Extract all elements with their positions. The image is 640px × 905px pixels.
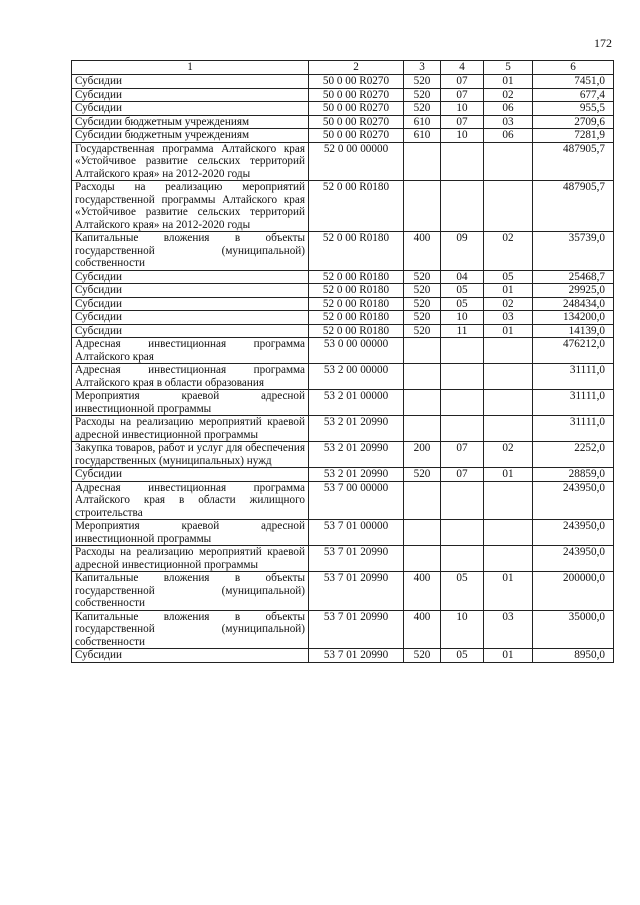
row-pr: [484, 181, 533, 232]
row-sum: 476212,0: [533, 338, 614, 364]
row-code: 53 2 01 20990: [309, 468, 404, 482]
row-rz: 07: [441, 75, 484, 89]
row-sum: 243950,0: [533, 520, 614, 546]
row-rz: 05: [441, 297, 484, 311]
row-name: Субсидии бюджетным учреждениям: [72, 129, 309, 143]
table-row: [72, 416, 614, 442]
table-row: [72, 129, 614, 143]
row-sum: 35000,0: [533, 610, 614, 649]
budget-table: [71, 60, 614, 663]
row-pr: 01: [484, 468, 533, 482]
row-sum: 243950,0: [533, 481, 614, 520]
row-sum: 7281,9: [533, 129, 614, 143]
table-row: [72, 270, 614, 284]
row-vr: [404, 181, 441, 232]
row-code: 50 0 00 R0270: [309, 129, 404, 143]
row-name: Субсидии: [72, 75, 309, 89]
row-sum: 487905,7: [533, 142, 614, 181]
row-rz: [441, 546, 484, 572]
row-sum: 31111,0: [533, 416, 614, 442]
row-sum: 14139,0: [533, 324, 614, 338]
row-vr: 610: [404, 129, 441, 143]
row-rz: [441, 520, 484, 546]
row-rz: [441, 481, 484, 520]
row-pr: 01: [484, 284, 533, 298]
row-sum: 28859,0: [533, 468, 614, 482]
row-vr: 520: [404, 102, 441, 116]
row-pr: 05: [484, 270, 533, 284]
table-row: [72, 338, 614, 364]
row-code: 52 0 00 R0180: [309, 311, 404, 325]
row-name: Расходы на реализацию мероприятий краевой адресной инвестиционной программы: [72, 546, 309, 572]
row-name: Субсидии: [72, 324, 309, 338]
page-number: 172: [594, 36, 612, 50]
row-rz: 10: [441, 311, 484, 325]
row-name: Субсидии бюджетным учреждениям: [72, 115, 309, 129]
row-name: Мероприятия краевой адресной инвестиционной программы: [72, 390, 309, 416]
row-name: Субсидии: [72, 297, 309, 311]
row-code: 52 0 00 R0180: [309, 284, 404, 298]
table-row: [72, 284, 614, 298]
row-rz: 07: [441, 115, 484, 129]
row-vr: 400: [404, 610, 441, 649]
table-row: [72, 390, 614, 416]
row-name: Капитальные вложения в объекты государственной (муниципальной) собственности: [72, 232, 309, 271]
table-row: [72, 181, 614, 232]
row-name: Субсидии: [72, 649, 309, 663]
row-vr: [404, 338, 441, 364]
row-rz: [441, 416, 484, 442]
row-code: 53 7 01 00000: [309, 520, 404, 546]
table-row: [72, 75, 614, 89]
row-sum: 243950,0: [533, 546, 614, 572]
row-sum: 31111,0: [533, 390, 614, 416]
row-rz: [441, 338, 484, 364]
row-name: Закупка товаров, работ и услуг для обеспечения государственных (муниципальных) нужд: [72, 442, 309, 468]
row-name: Мероприятия краевой адресной инвестиционной программы: [72, 520, 309, 546]
row-pr: [484, 390, 533, 416]
row-pr: 03: [484, 610, 533, 649]
row-pr: 02: [484, 88, 533, 102]
row-pr: [484, 481, 533, 520]
row-code: 53 7 00 00000: [309, 481, 404, 520]
row-pr: 01: [484, 649, 533, 663]
header-col-5: 5: [484, 61, 533, 75]
header-col-3: 3: [404, 61, 441, 75]
row-sum: 7451,0: [533, 75, 614, 89]
row-name: Субсидии: [72, 102, 309, 116]
row-pr: 01: [484, 324, 533, 338]
row-vr: 520: [404, 270, 441, 284]
row-code: 52 0 00 00000: [309, 142, 404, 181]
row-code: 53 2 00 00000: [309, 364, 404, 390]
row-vr: 520: [404, 284, 441, 298]
row-name: Капитальные вложения в объекты государственной (муниципальной) собственности: [72, 572, 309, 611]
row-code: 52 0 00 R0180: [309, 324, 404, 338]
table-row: [72, 649, 614, 663]
row-rz: [441, 390, 484, 416]
row-pr: 01: [484, 75, 533, 89]
row-pr: 02: [484, 442, 533, 468]
row-pr: 02: [484, 232, 533, 271]
row-rz: 05: [441, 572, 484, 611]
row-sum: 487905,7: [533, 181, 614, 232]
header-col-4: 4: [441, 61, 484, 75]
row-code: 53 2 01 20990: [309, 416, 404, 442]
row-code: 52 0 00 R0180: [309, 297, 404, 311]
row-code: 53 7 01 20990: [309, 649, 404, 663]
row-code: 53 7 01 20990: [309, 572, 404, 611]
row-name: Субсидии: [72, 468, 309, 482]
row-vr: 520: [404, 649, 441, 663]
row-vr: 400: [404, 232, 441, 271]
row-vr: 520: [404, 297, 441, 311]
row-rz: 05: [441, 284, 484, 298]
header-col-2: 2: [309, 61, 404, 75]
table-row: [72, 468, 614, 482]
row-name: Адресная инвестиционная программа Алтайского края в области образования: [72, 364, 309, 390]
table-row: [72, 610, 614, 649]
row-sum: 134200,0: [533, 311, 614, 325]
row-pr: [484, 520, 533, 546]
table-row: [72, 520, 614, 546]
row-sum: 35739,0: [533, 232, 614, 271]
row-rz: 10: [441, 610, 484, 649]
row-code: 53 0 00 00000: [309, 338, 404, 364]
table-row: [72, 442, 614, 468]
row-name: Адресная инвестиционная программа Алтайского края: [72, 338, 309, 364]
row-code: 50 0 00 R0270: [309, 102, 404, 116]
row-pr: [484, 142, 533, 181]
row-rz: [441, 142, 484, 181]
row-name: Капитальные вложения в объекты государственной (муниципальной) собственности: [72, 610, 309, 649]
row-sum: 248434,0: [533, 297, 614, 311]
row-rz: 10: [441, 129, 484, 143]
table-row: [72, 88, 614, 102]
header-col-1: 1: [72, 61, 309, 75]
row-rz: 07: [441, 468, 484, 482]
row-sum: 31111,0: [533, 364, 614, 390]
row-code: 53 7 01 20990: [309, 610, 404, 649]
row-vr: [404, 416, 441, 442]
row-code: 53 7 01 20990: [309, 546, 404, 572]
row-vr: 400: [404, 572, 441, 611]
row-rz: 11: [441, 324, 484, 338]
row-pr: [484, 364, 533, 390]
row-name: Расходы на реализацию мероприятий государственной программы Алтайского края «Устойчивое развитие сельских территорий Алтайского края» на 2012-2020 годы: [72, 181, 309, 232]
row-rz: 04: [441, 270, 484, 284]
row-code: 52 0 00 R0180: [309, 270, 404, 284]
header-row: [72, 61, 614, 75]
table-row: [72, 324, 614, 338]
row-code: 53 2 01 20990: [309, 442, 404, 468]
row-name: Адресная инвестиционная программа Алтайского края в области жилищного строительства: [72, 481, 309, 520]
table-row: [72, 115, 614, 129]
table-row: [72, 297, 614, 311]
row-sum: 8950,0: [533, 649, 614, 663]
row-name: Субсидии: [72, 270, 309, 284]
row-name: Субсидии: [72, 311, 309, 325]
row-pr: [484, 546, 533, 572]
row-vr: [404, 520, 441, 546]
row-rz: 07: [441, 88, 484, 102]
table-body: [72, 75, 614, 663]
table-row: [72, 311, 614, 325]
row-code: 50 0 00 R0270: [309, 88, 404, 102]
row-vr: [404, 364, 441, 390]
header-col-6: 6: [533, 61, 614, 75]
row-pr: 02: [484, 297, 533, 311]
row-vr: 520: [404, 311, 441, 325]
row-rz: [441, 181, 484, 232]
table-row: [72, 364, 614, 390]
row-name: Расходы на реализацию мероприятий краевой адресной инвестиционной программы: [72, 416, 309, 442]
row-code: 50 0 00 R0270: [309, 75, 404, 89]
row-pr: 01: [484, 572, 533, 611]
row-vr: 520: [404, 75, 441, 89]
row-vr: [404, 390, 441, 416]
table-row: [72, 232, 614, 271]
row-pr: 06: [484, 102, 533, 116]
row-sum: 677,4: [533, 88, 614, 102]
row-sum: 2709,6: [533, 115, 614, 129]
row-rz: 10: [441, 102, 484, 116]
row-rz: [441, 364, 484, 390]
row-vr: [404, 481, 441, 520]
row-name: Субсидии: [72, 88, 309, 102]
row-pr: [484, 338, 533, 364]
row-vr: 610: [404, 115, 441, 129]
table-row: [72, 481, 614, 520]
row-pr: [484, 416, 533, 442]
row-vr: [404, 142, 441, 181]
table-row: [72, 102, 614, 116]
row-code: 50 0 00 R0270: [309, 115, 404, 129]
row-code: 53 2 01 00000: [309, 390, 404, 416]
row-name: Субсидии: [72, 284, 309, 298]
row-vr: 200: [404, 442, 441, 468]
row-sum: 2252,0: [533, 442, 614, 468]
table-row: [72, 142, 614, 181]
table-row: [72, 572, 614, 611]
row-code: 52 0 00 R0180: [309, 181, 404, 232]
row-pr: 03: [484, 115, 533, 129]
row-pr: 03: [484, 311, 533, 325]
row-vr: 520: [404, 468, 441, 482]
row-code: 52 0 00 R0180: [309, 232, 404, 271]
row-rz: 09: [441, 232, 484, 271]
row-vr: 520: [404, 88, 441, 102]
row-name: Государственная программа Алтайского края «Устойчивое развитие сельских территорий Алтайского края» на 2012-2020 годы: [72, 142, 309, 181]
row-sum: 25468,7: [533, 270, 614, 284]
row-sum: 200000,0: [533, 572, 614, 611]
row-sum: 955,5: [533, 102, 614, 116]
row-rz: 05: [441, 649, 484, 663]
row-sum: 29925,0: [533, 284, 614, 298]
row-pr: 06: [484, 129, 533, 143]
row-vr: [404, 546, 441, 572]
row-rz: 07: [441, 442, 484, 468]
row-vr: 520: [404, 324, 441, 338]
table-row: [72, 546, 614, 572]
